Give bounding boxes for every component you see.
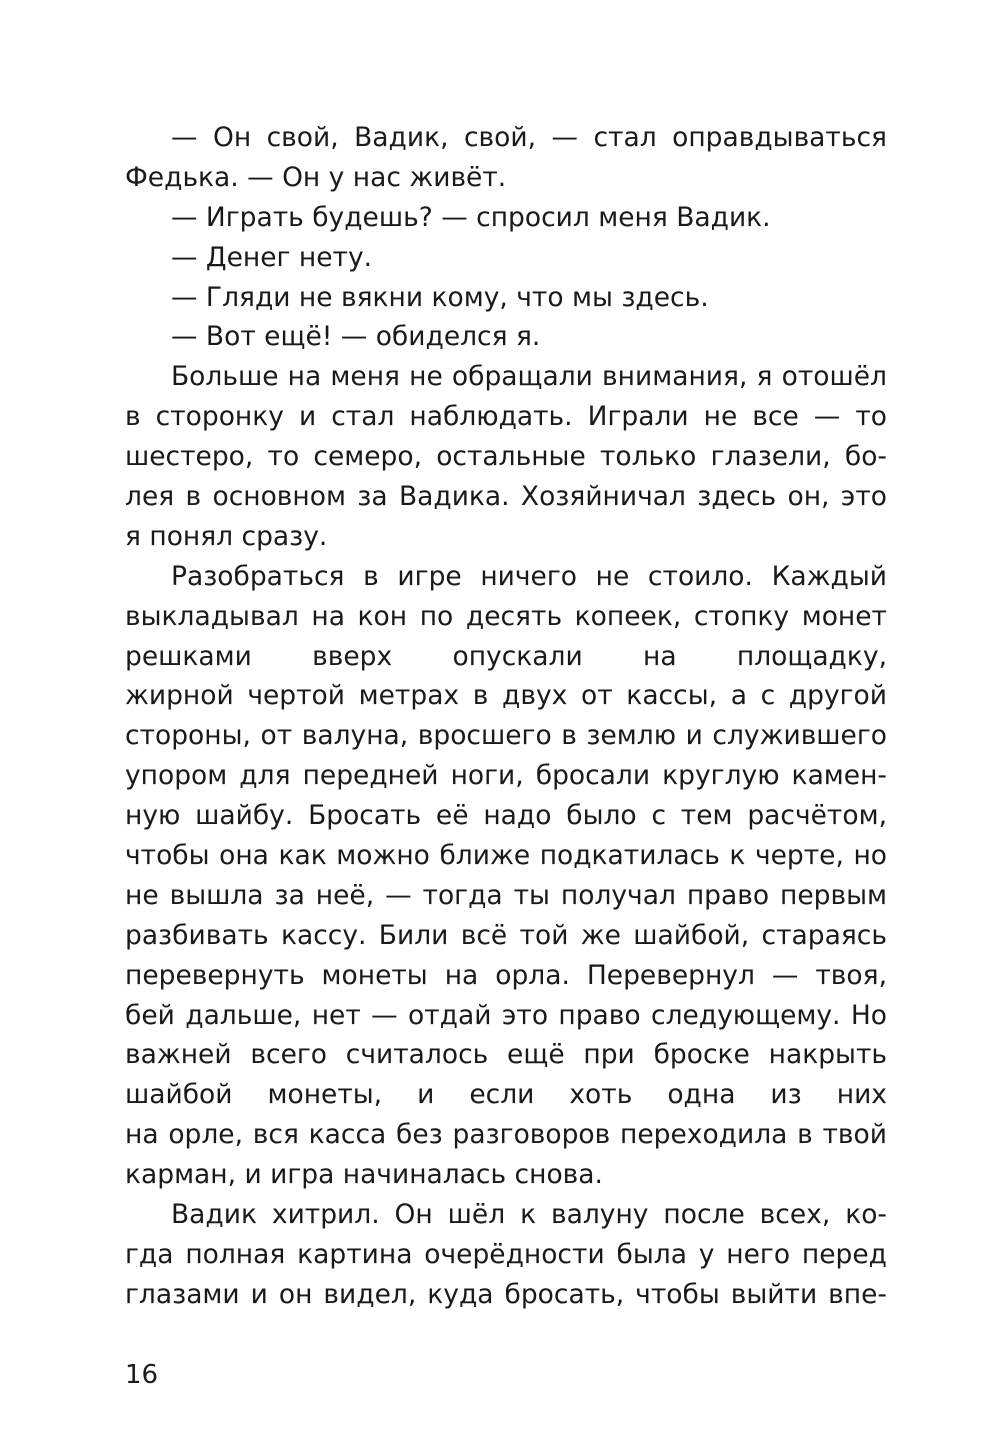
text-line: — Вот ещё! — обиделся я. (171, 321, 541, 353)
text-line: гда полная картина очерёдности была у него перед (125, 1238, 887, 1270)
text-line: шестеро, то семеро, остальные только глазели, бо- (125, 441, 887, 473)
text-line: на орле, вся касса без разговоров переходила в твой (125, 1119, 887, 1151)
text-line: выкладывал на кон по десять копеек, стопку монет (125, 600, 887, 632)
text-line: Разобраться в игре ничего не стоило. Каждый (171, 560, 887, 592)
text-line: глазами и он видел, куда бросать, чтобы выйти впе- (125, 1278, 887, 1310)
text-line: — Гляди не вякни кому, что мы здесь. (171, 281, 709, 313)
text-line: жирной чертой метрах в двух от кассы, а с другой (125, 680, 887, 712)
page-number: 16 (125, 1360, 159, 1390)
text-line: — Играть будешь? — спросил меня Вадик. (171, 201, 771, 233)
text-line: решками вверх опускали на площадку, (125, 640, 887, 672)
text-line: шайбой монеты, и если хоть одна из них (125, 1079, 887, 1111)
text-line: перевернуть монеты на орла. Перевернул — твоя, (125, 959, 887, 991)
text-line: ную шайбу. Бросать её надо было с тем расчётом, (125, 800, 887, 832)
text-line: Больше на меня не обращали внимания, я отошёл (171, 361, 887, 393)
body-text (125, 118, 887, 1315)
text-line: Федька. — Он у нас живёт. (125, 161, 507, 193)
text-line: в сторонку и стал наблюдать. Играли не все — то (125, 401, 887, 433)
text-line: упором для передней ноги, бросали круглую камен- (125, 760, 887, 792)
text-line: — Он свой, Вадик, свой, — стал оправдываться (171, 122, 887, 153)
text-line: лея в основном за Вадика. Хозяйничал здесь он, это (125, 481, 887, 513)
text-line: разбивать кассу. Били всё той же шайбой, стараясь (125, 919, 887, 951)
text-line: важней всего считалось ещё при броске накрыть (125, 1039, 887, 1071)
text-line: я понял сразу. (125, 520, 328, 552)
text-line: Вадик хитрил. Он шёл к валуну после всех, ко- (171, 1199, 887, 1231)
text-line: не вышла за неё, — тогда ты получал право первым (125, 879, 887, 911)
text-line: стороны, от валуна, вросшего в землю и служившего (125, 720, 887, 752)
text-line: — Денег нету. (171, 241, 373, 273)
text-line: бей дальше, нет — отдай это право следующему. Но (125, 999, 887, 1031)
text-line: чтобы она как можно ближе подкатилась к черте, но (125, 840, 887, 872)
text-line: карман, и игра начиналась снова. (125, 1159, 603, 1191)
